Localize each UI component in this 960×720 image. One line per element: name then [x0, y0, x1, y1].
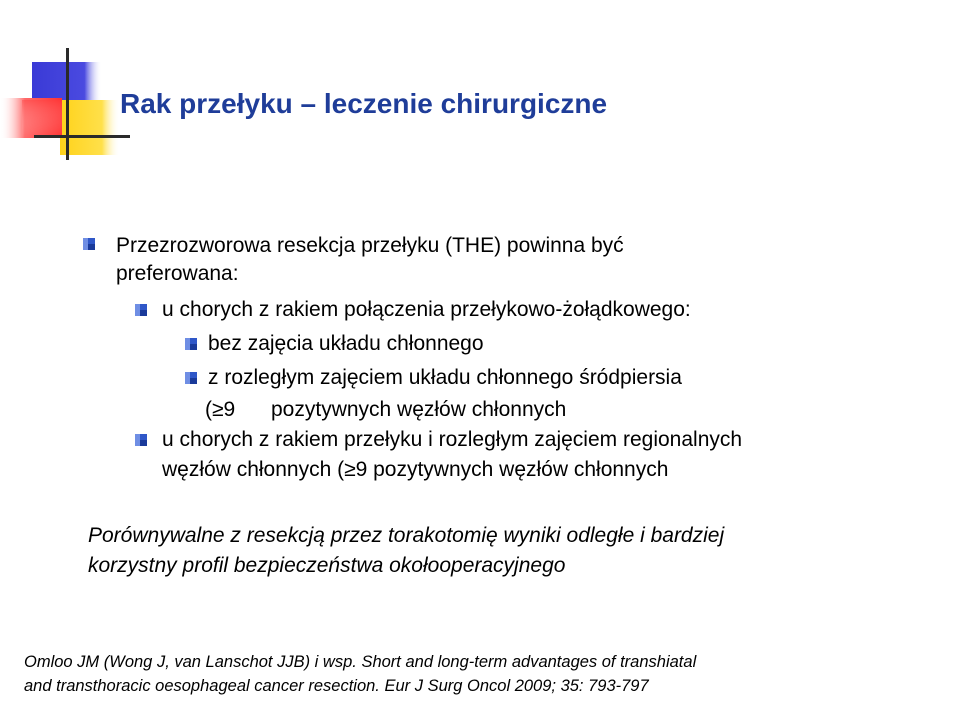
bullet-square-icon [83, 238, 95, 250]
bullet-gej-cancer: u chorych z rakiem połączenia przełykowo-żołądkowego: [162, 298, 691, 321]
bullet-square-icon [185, 338, 197, 350]
bullet-extensive-mediastinal: z rozległym zajęciem układu chłonnego śródpiersia [208, 366, 682, 389]
conclusion-line2: korzystny profil bezpieczeństwa okołooperacyjnego [88, 554, 566, 577]
bullet-the-line2: preferowana: [116, 262, 239, 285]
bullet-extensive-cont-paren: (≥9 [205, 398, 236, 421]
slide-title: Rak przełyku – leczenie chirurgiczne [120, 88, 608, 119]
bullet-esophageal-regional-line1: u chorych z rakiem przełyku i rozległym zajęciem regionalnych [162, 428, 743, 451]
reference-line2: and transthoracic oesophageal cancer resection. Eur J Surg Oncol 2009; 35: 793-797 [24, 677, 649, 695]
bullet-no-lymph: bez zajęcia układu chłonnego [208, 332, 484, 355]
bullet-extensive-cont-rest: pozytywnych węzłów chłonnych [271, 398, 567, 421]
reference-line1: Omloo JM (Wong J, van Lanschot JJB) i wsp. Short and long-term advantages of transhiatal [24, 653, 697, 671]
conclusion-line1: Porównywalne z resekcją przez torakotomię wyniki odległe i bardziej [88, 524, 725, 547]
bullet-square-icon [135, 304, 147, 316]
bullet-esophageal-regional-line2: węzłów chłonnych (≥9 pozytywnych węzłów chłonnych [162, 458, 669, 481]
bullet-thе-line1: Przezrozworowa resekcja przełyku (THE) powinna być [116, 234, 624, 257]
bullet-square-icon [135, 434, 147, 446]
corner-decoration [0, 0, 130, 170]
bullet-square-icon [185, 372, 197, 384]
